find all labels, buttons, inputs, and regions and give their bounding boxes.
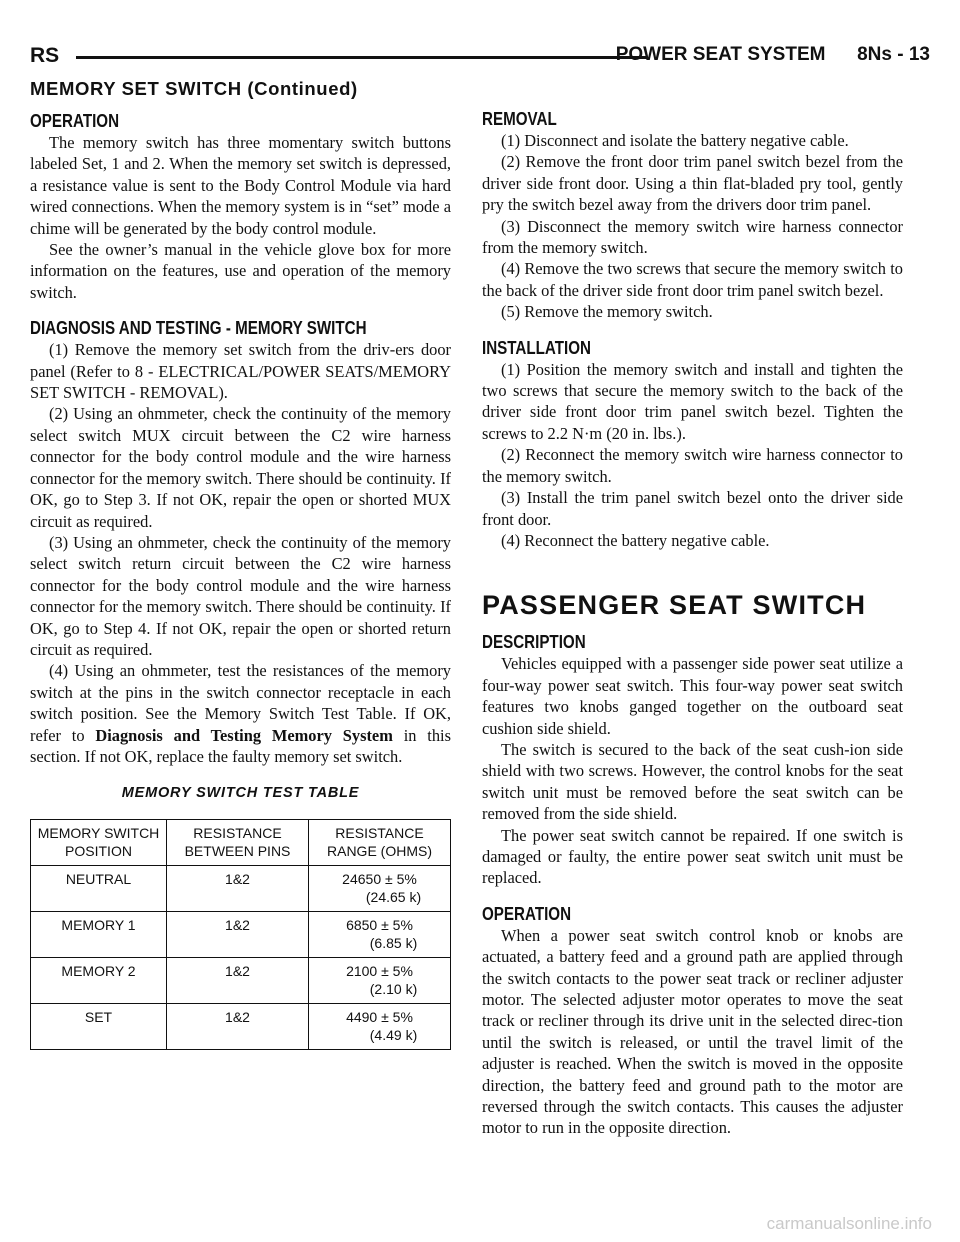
pins-cell: 1&2 [167, 911, 309, 957]
position-cell: MEMORY 2 [31, 957, 167, 1003]
operation-heading-2: OPERATION [482, 902, 572, 924]
operation-heading: OPERATION [30, 110, 120, 131]
operation-paragraph: See the owner’s manual in the vehicle glove box for more information on the features, use and operation of the memory switch. [30, 240, 451, 302]
header-page-title: POWER SEAT SYSTEM 8Ns - 13 [615, 44, 930, 65]
removal-step: (2) Remove the front door trim panel switch bezel from the driver side front door. Using a thin flat-bladed pry tool, gently pry the switch bezel away from the drivers door trim panel. [482, 152, 903, 215]
diagnosis-heading: DIAGNOSIS AND TESTING - MEMORY SWITCH [30, 317, 367, 339]
description-heading: DESCRIPTION [482, 631, 586, 653]
position-cell: MEMORY 1 [31, 911, 167, 957]
installation-step: (4) Reconnect the battery negative cable. [501, 530, 770, 550]
table-row [31, 957, 451, 1003]
table-header-row [31, 819, 451, 865]
removal-step: (1) Disconnect and isolate the battery negative cable. [501, 131, 849, 150]
description-paragraph: The power seat switch cannot be repaired. If one switch is damaged or faulty, the entire power seat switch unit must be replaced. [482, 825, 903, 888]
installation-step: (2) Reconnect the memory switch wire harness connector to the memory switch. [482, 445, 903, 486]
operation-paragraph: The memory switch has three momentary switch buttons labeled Set, 1 and 2. When the memory set switch is depressed, a resistance value is sent to the Body Control Module via hard wired connections. When the memory system is in “set” mode a chime will be generated by the body control module. [30, 133, 451, 238]
header-section-code: RS [30, 44, 60, 67]
left-column [30, 110, 451, 1050]
right-column [482, 108, 903, 1139]
installation-step: (1) Position the memory switch and install and tighten the two screws that secure the memory switch to the back of the driver side front door trim panel switch bezel. Tighten the screws to 2.2 N·m (20 in. lbs.). [482, 359, 903, 443]
position-cell: SET [31, 1003, 167, 1049]
diagnosis-step: (1) Remove the memory set switch from the driv-ers door panel (Refer to 8 - ELECTRICAL/POWER SEATS/MEMORY SET SWITCH - REMOVAL). [30, 340, 451, 403]
removal-step: (4) Remove the two screws that secure the memory switch to the back of the driver side front door trim panel switch bezel. [482, 259, 903, 300]
description-paragraph: The switch is secured to the back of the seat cush-ion side shield with two screws. However, the control knobs for the seat switch unit must be removed before the seat switch can be removed from the side shield. [482, 739, 903, 824]
header-cell: MEMORY SWITCH POSITION [31, 819, 167, 865]
installation-heading: INSTALLATION [482, 336, 591, 358]
pins-cell: 1&2 [167, 865, 309, 911]
range-cell: 6850 ± 5% (6.85 k) [309, 911, 451, 957]
table-caption: MEMORY SWITCH TEST TABLE [121, 785, 360, 802]
table-row [31, 1003, 451, 1049]
pins-cell: 1&2 [167, 1003, 309, 1049]
diagnosis-step: (2) Using an ohmmeter, check the continuity of the memory select switch MUX circuit between the C2 wire harness connector for the body control module and the wire harness connector for the memory switch. There should be continuity. If OK, go to Step 3. If not OK, repair the open or shorted MUX circuit as required. [30, 404, 451, 531]
installation-step: (3) Install the trim panel switch bezel onto the driver side front door. [482, 488, 903, 529]
removal-step: (3) Disconnect the memory switch wire harness connector from the memory switch. [482, 216, 903, 258]
operation-paragraph-2: When a power seat switch control knob or knobs are actuated, a battery feed and a ground path are applied through the switch contacts to the power seat track or recliner adjuster motor. The selected adjuster motor operates to move the seat track or recliner through its drive unit in the selected direc-tion until the switch is released, or until the travel limit of the adjuster is reached. When the switch is moved in the opposite direction, the battery feed and ground path to the motor are reversed through the switch contacts. This causes the adjuster motor to run in the opposite direction. [482, 925, 903, 1138]
removal-heading: REMOVAL [482, 108, 557, 129]
table-row [31, 865, 451, 911]
range-cell: 2100 ± 5% (2.10 k) [309, 957, 451, 1003]
header-cell: RESISTANCE RANGE (OHMS) [309, 819, 451, 865]
description-paragraph: Vehicles equipped with a passenger side power seat utilize a four-way power seat switch. This four-way power seat switch features two knobs ganged together on the outboard seat cushion side shield. [482, 654, 903, 738]
diagnosis-step: (3) Using an ohmmeter, check the continuity of the memory select switch return circuit between the C2 wire harness connector for the body control module and the wire harness connector for the memory switch. There should be continuity. If OK, go to Step 4. If not OK, repair the open or shorted return circuit as required. [30, 532, 451, 659]
diagnosis-reference: Diagnosis and Testing Memory System [95, 725, 393, 745]
position-cell: NEUTRAL [31, 865, 167, 911]
continued-heading: MEMORY SET SWITCH (Continued) [30, 78, 358, 99]
table-row [31, 911, 451, 957]
section-title: PASSENGER SEAT SWITCH [482, 590, 867, 621]
header-cell: RESISTANCE BETWEEN PINS [167, 819, 309, 865]
memory-switch-test-table [30, 819, 451, 1050]
header-rule [76, 56, 648, 59]
removal-step: (5) Remove the memory switch. [501, 302, 713, 322]
range-cell: 4490 ± 5% (4.49 k) [309, 1003, 451, 1049]
range-cell: 24650 ± 5% (24.65 k) [309, 865, 451, 911]
watermark: carmanualsonline.info [766, 1214, 932, 1233]
diagnosis-step-4: (4) Using an ohmmeter, test the resistances of the memory switch at the pins in the switch connector receptacle in each switch position. See the Memory Switch Test Table. If OK, refer to Diagnosis and Testing Memory System in this section. If not OK, replace the faulty memory set switch. [30, 661, 451, 766]
pins-cell: 1&2 [167, 957, 309, 1003]
